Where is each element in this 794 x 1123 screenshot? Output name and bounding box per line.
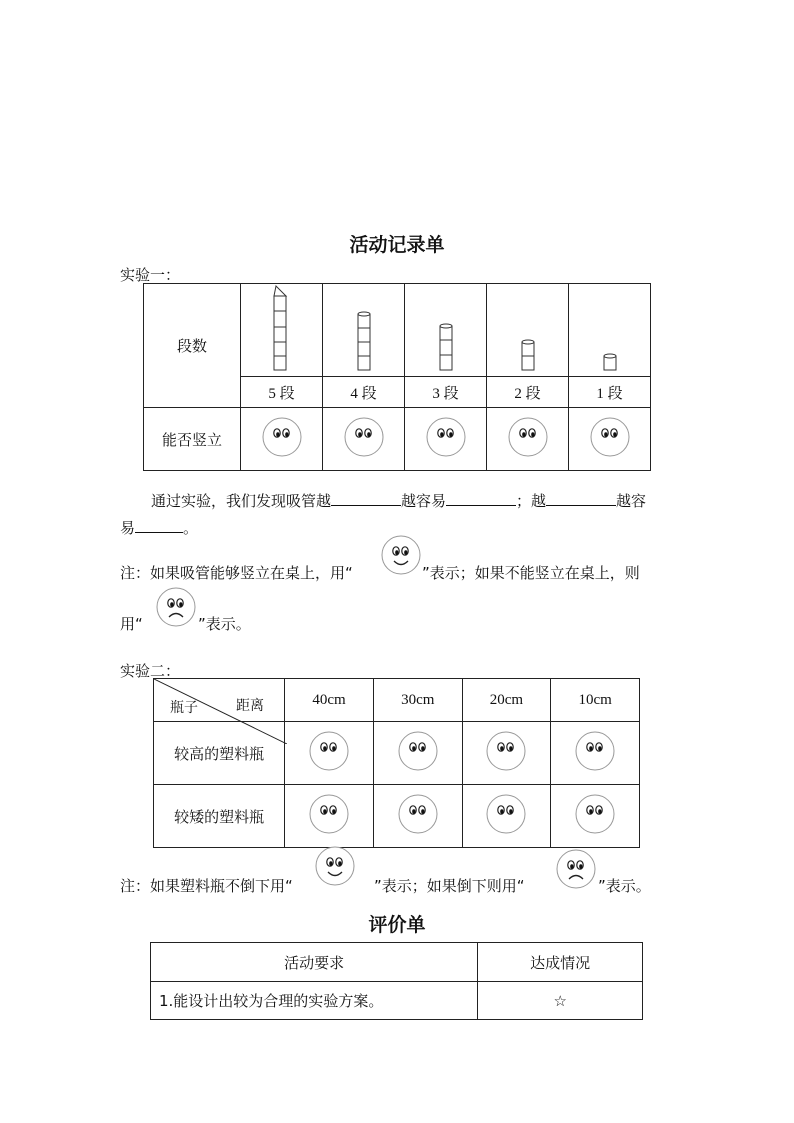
conclusion-text: 越容易 — [401, 492, 447, 510]
distance-header: 30cm — [373, 679, 462, 722]
straw-4-icon — [344, 284, 384, 372]
evaluation-title: 评价单 — [368, 914, 426, 936]
conclusion-line-1 — [151, 489, 646, 511]
segment-label: 2 段 — [487, 377, 569, 408]
conclusion-text: 越容 — [616, 492, 647, 510]
exp1-table — [143, 283, 651, 471]
segment-label: 4 段 — [323, 377, 405, 408]
exp1-header-standable: 能否竖立 — [144, 408, 241, 471]
record-sheet-title: 活动记录单 — [349, 234, 445, 256]
straw-1 — [569, 284, 651, 377]
row-label-tall-bottle: 较高的塑料瓶 — [154, 722, 285, 785]
answer-blank[interactable] — [446, 489, 516, 506]
answer-blank[interactable] — [546, 489, 616, 506]
row-label-short-bottle: 较矮的塑料瓶 — [154, 785, 285, 848]
exp2-corner-header — [154, 679, 285, 722]
blank-face-icon — [574, 793, 616, 835]
exp1-header-segments: 段数 — [144, 284, 241, 408]
segment-label: 3 段 — [405, 377, 487, 408]
answer-blank[interactable] — [135, 516, 183, 533]
note2-a: 注：如果塑料瓶不倒下用“ — [120, 877, 293, 895]
straw-2 — [487, 284, 569, 377]
straw-5-icon — [262, 284, 302, 372]
smile-face-icon — [380, 534, 422, 580]
conclusion-text: 。 — [183, 519, 199, 537]
blank-face-icon — [485, 793, 527, 835]
eval-header-status: 达成情况 — [478, 943, 643, 982]
sad-face-icon — [155, 586, 197, 632]
eval-status-star[interactable]: ☆ — [478, 982, 643, 1020]
blank-face-icon — [507, 416, 549, 458]
eval-requirement: 1.能设计出较为合理的实验方案。 — [151, 982, 478, 1020]
blank-face-icon — [425, 416, 467, 458]
distance-header: 10cm — [551, 679, 640, 722]
blank-face-icon — [308, 730, 350, 772]
blank-face-icon — [589, 416, 631, 458]
eval-header-requirement: 活动要求 — [151, 943, 478, 982]
note1-line1-b: ”表示；如果不能竖立在桌上，则 — [422, 564, 640, 582]
conclusion-line-2 — [120, 516, 198, 538]
straw-3-icon — [426, 284, 466, 372]
evaluation-table — [150, 942, 643, 1020]
straw-5 — [241, 284, 323, 377]
sad-face-icon — [555, 848, 597, 894]
blank-face-icon — [397, 730, 439, 772]
straw-1-icon — [590, 284, 630, 372]
exp2-label: 实验二： — [120, 662, 181, 680]
exp1-label: 实验一： — [120, 266, 181, 284]
conclusion-text: 易 — [120, 519, 136, 537]
note1-line2-c: 用“ — [120, 615, 143, 633]
corner-label-bottle: 瓶子 — [170, 700, 198, 716]
segment-label: 5 段 — [241, 377, 323, 408]
blank-face-icon — [485, 730, 527, 772]
distance-header: 40cm — [285, 679, 374, 722]
blank-face-icon — [574, 730, 616, 772]
blank-face-icon — [397, 793, 439, 835]
blank-face-icon — [261, 416, 303, 458]
corner-label-distance: 距离 — [236, 698, 264, 714]
distance-header: 20cm — [462, 679, 551, 722]
conclusion-text: ；越 — [516, 492, 547, 510]
note1-line2-d: ”表示。 — [198, 615, 251, 633]
blank-face-icon — [308, 793, 350, 835]
conclusion-text: 通过实验，我们发现吸管越 — [151, 492, 332, 510]
exp2-table — [153, 678, 640, 848]
straw-4 — [323, 284, 405, 377]
straw-3 — [405, 284, 487, 377]
answer-blank[interactable] — [331, 489, 401, 506]
blank-face-icon — [343, 416, 385, 458]
note1-line1-a: 注：如果吸管能够竖立在桌上，用“ — [120, 564, 353, 582]
note2-c: ”表示。 — [598, 877, 651, 895]
note2-b: ”表示；如果倒下则用“ — [374, 877, 525, 895]
segment-label: 1 段 — [569, 377, 651, 408]
smile-face-icon — [314, 845, 356, 891]
straw-2-icon — [508, 284, 548, 372]
